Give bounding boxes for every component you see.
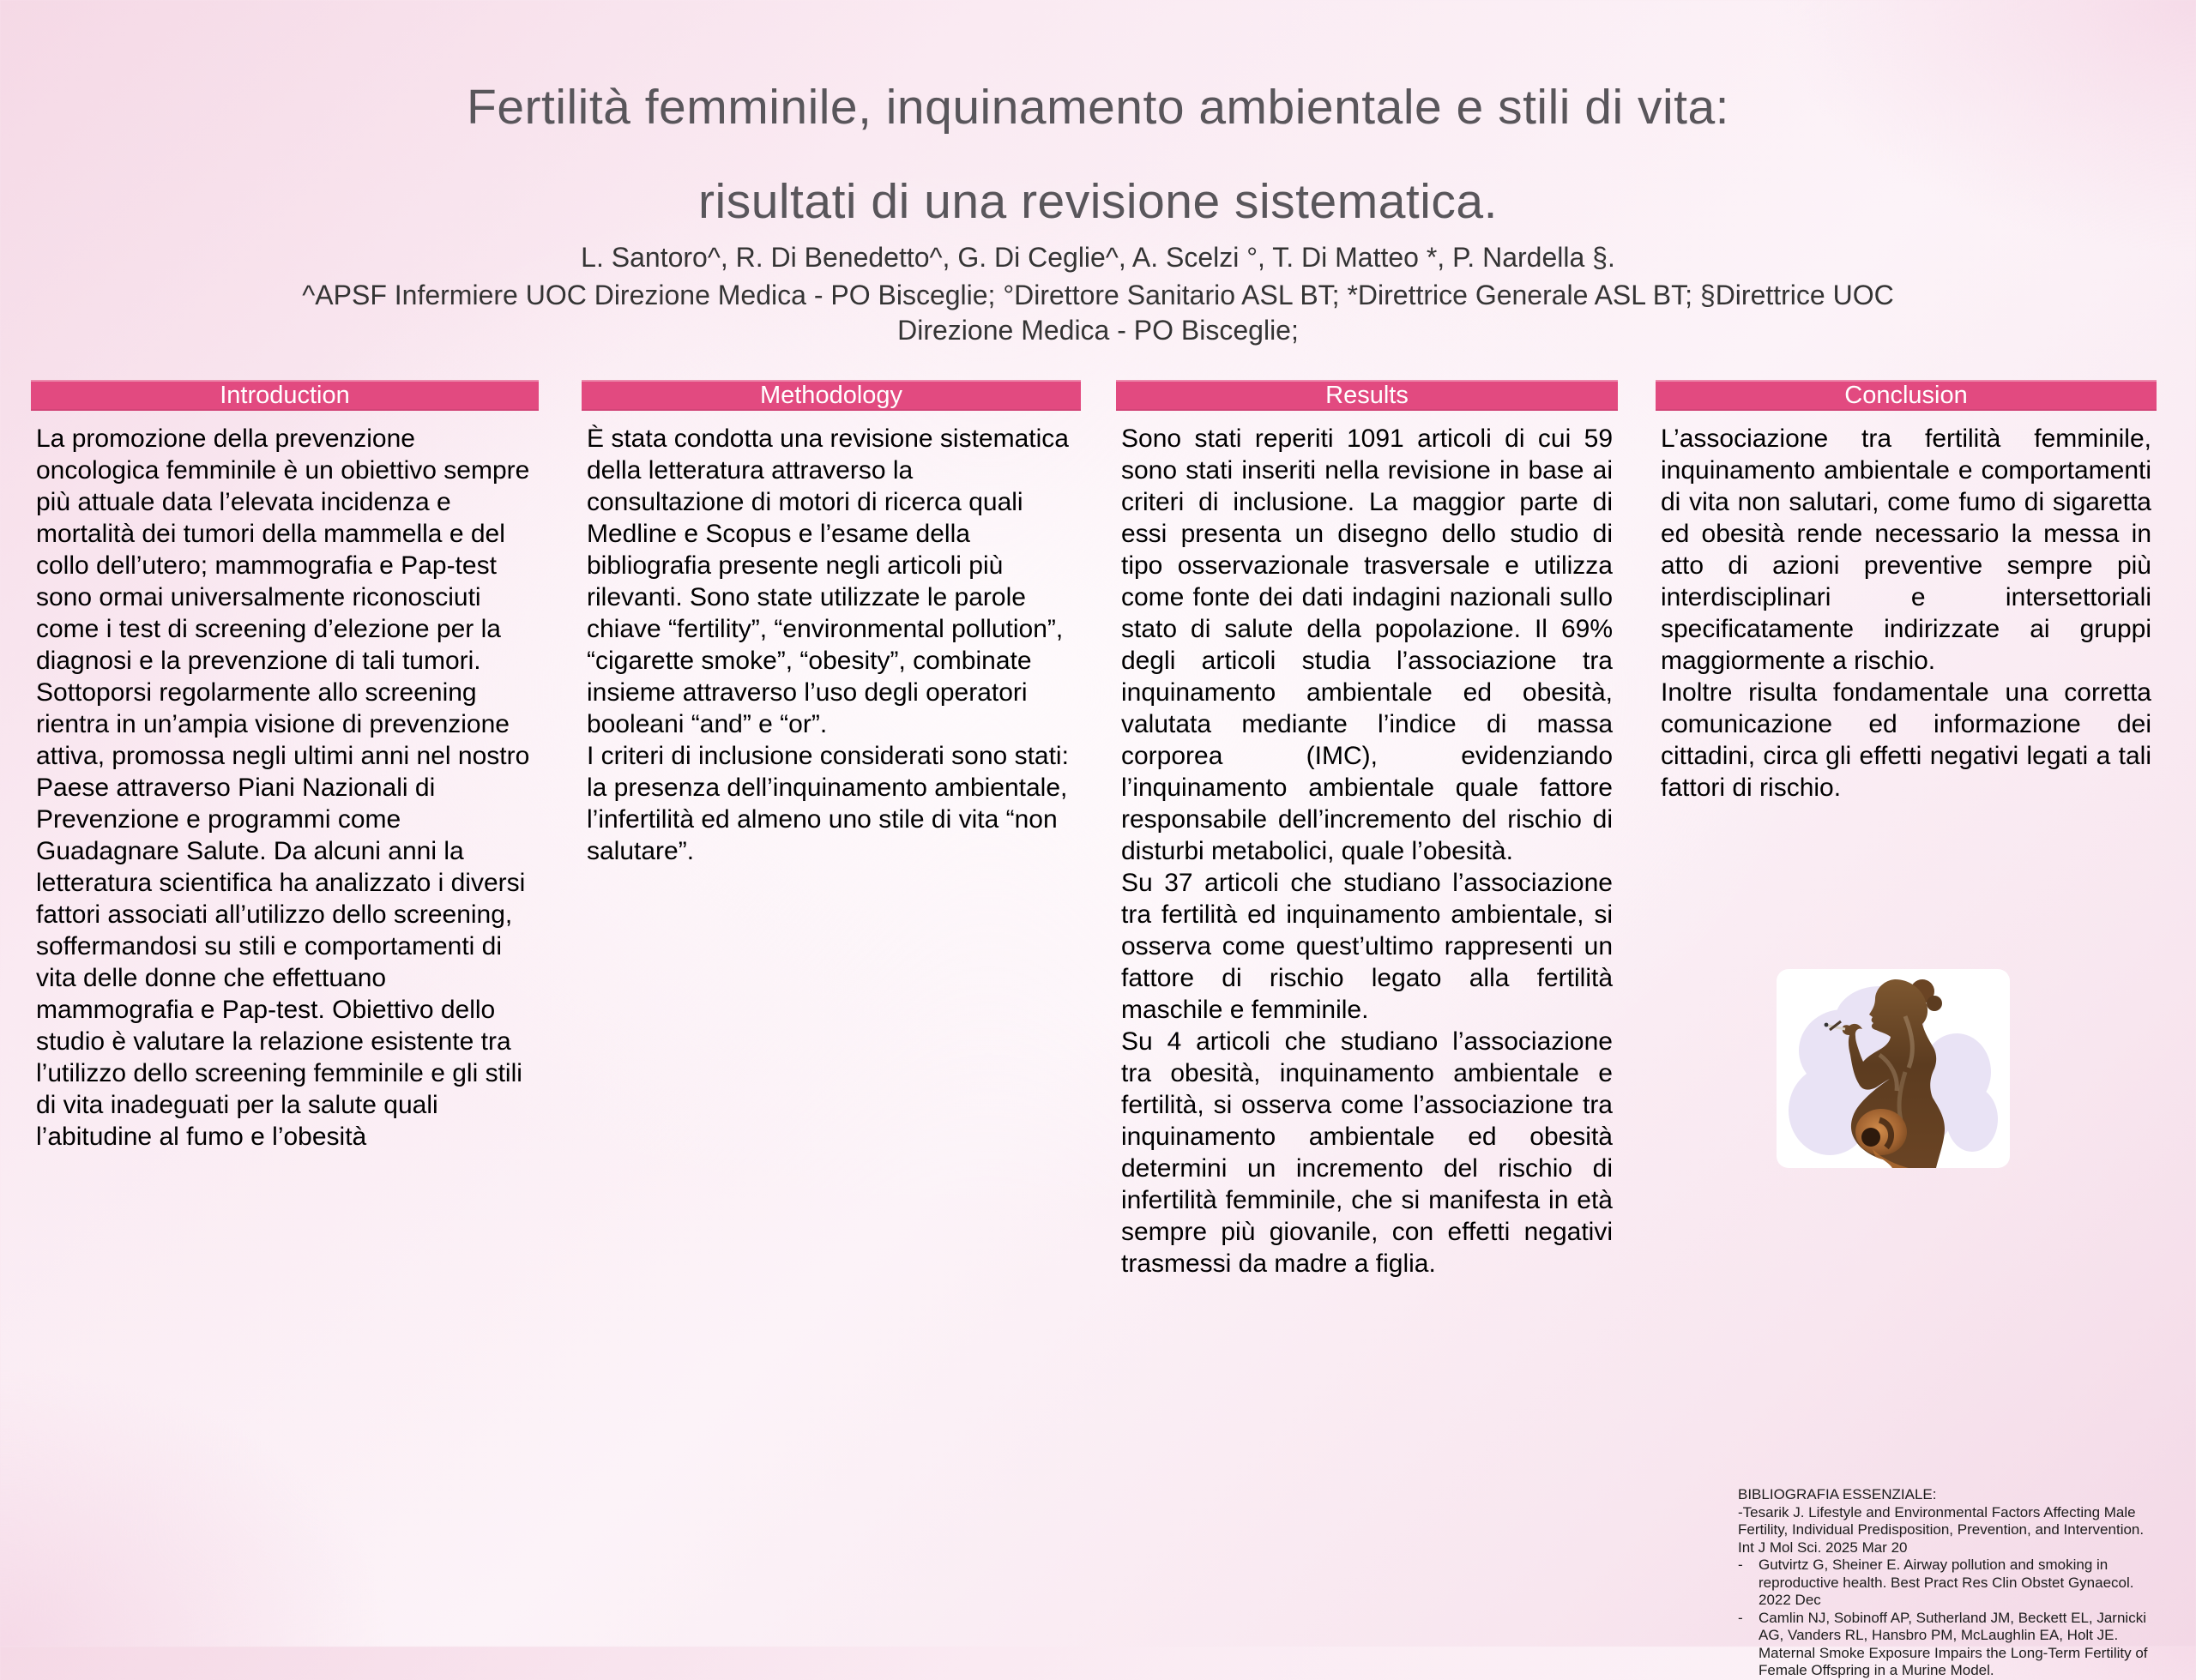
paragraph: Sono stati reperiti 1091 articoli di cui 59 sono stati inseriti nella revisione in base ai criteri di inclusione. La maggior parte di essi presenta un disegno dello studio di tipo osservazionale trasversale e utilizza come fonte dei dati indagini nazionali sullo stato di salute della popolazione. Il 69% degli articoli studia l’associazione tra inquinamento ambientale ed obesità, valutata mediante l’indice di massa corporea (IMC), evidenziando l’inquinamento ambientale quale fattore responsabile dell’incremento del rischio di disturbi metabolici, quale l’obesità. xyxy=(1121,425,1613,865)
bibliography xyxy=(1738,1486,2157,1680)
bibliography-entry xyxy=(1738,1610,2157,1680)
paragraph: Su 37 articoli che studiano l’associazione tra fertilità ed inquinamento ambientale, si osserva come quest’ultimo rappresenti un fattore di rischio legato alla fertilità maschile e femminile. xyxy=(1121,869,1613,1024)
figure-reflection xyxy=(1777,1168,2010,1278)
section-title: Introduction xyxy=(220,382,350,409)
paragraph: L’associazione tra fertilità femminile, inquinamento ambientale e comportamenti di vita non salutari, come fumo di sigaretta ed obesità rende necessario la messa in atto di azioni preventive sempre più interdisciplinari e intersettoriali specificatamente indirizzate ai gruppi maggiormente a rischio. xyxy=(1661,425,2151,675)
pregnant-woman-smoking-figure xyxy=(1777,969,2010,1278)
paragraph: La promozione della prevenzione oncologica femminile è un obiettivo sempre più attuale data l’elevata incidenza e mortalità dei tumori della mammella e del collo dell’utero; mammografia e Pap-test sono ormai universalmente riconosciuti come i test di screening d’elezione per la diagnosi e la prevenzione di tali tumori. Sottoporsi regolarmente allo screening rientra in un’ampia visione di prevenzione attiva, promossa negli ultimi anni nel nostro Paese attraverso Piani Nazionali di Prevenzione e programmi come Guadagnare Salute. Da alcuni anni la letteratura scientifica ha analizzato i diversi fattori associati all’utilizzo dello screening, soffermandosi su stili e comportamenti di vita delle donne che effettuano mammografia e Pap-test. Obiettivo dello studio è valutare la relazione esistente tra l’utilizzo dello screening femminile e gli stili di vita inadeguati per la salute quali l’abitudine al fumo e l’obesità xyxy=(36,425,530,1151)
section-conclusion xyxy=(1656,380,2157,804)
section-header-conclusion xyxy=(1656,380,2157,411)
paragraph: È stata condotta una revisione sistematica della letteratura attraverso la consultazione di motori di ricerca quali Medline e Scopus e l’esame della bibliografia presente negli articoli più rilevanti. Sono state utilizzate le parole chiave “fertility”, “environmental pollution”, “cigarette smoke”, “obesity”, combinate insieme attraverso l’uso degli operatori booleani “and” e “or”. xyxy=(587,425,1069,738)
title-line-2: risultati di una revisione sistematica. xyxy=(698,174,1498,229)
bibliography-entry xyxy=(1738,1557,2157,1610)
section-body-conclusion xyxy=(1656,423,2157,804)
section-title: Results xyxy=(1325,382,1409,409)
affiliations-block xyxy=(0,278,2196,348)
bullet-dash: - xyxy=(1738,1609,1743,1626)
section-header-results xyxy=(1116,380,1618,411)
title-line-1: Fertilità femminile, inquinamento ambientale e stili di vita: xyxy=(467,80,1729,135)
paragraph: I criteri di inclusione considerati sono stati: la presenza dell’inquinamento ambientale, l’infertilità ed almeno uno stile di vita “non salutare”. xyxy=(587,742,1069,865)
bullet-dash: - xyxy=(1738,1557,1743,1573)
section-body-methodology xyxy=(582,423,1081,867)
bibliography-entry-text: Camlin NJ, Sobinoff AP, Sutherland JM, Beckett EL, Jarnicki AG, Vanders RL, Hansbro PM, McLaughlin EA, Holt JE. Maternal Smoke Exposure Impairs the Long-Term Fertility of Female Offspring in a Murine Model. xyxy=(1759,1609,2148,1678)
section-methodology xyxy=(582,380,1081,867)
bibliography-entry-text: Gutvirtz G, Sheiner E. Airway pollution and smoking in reproductive health. Best Pract Res Clin Obstet Gynaecol. 2022 Dec xyxy=(1759,1557,2134,1608)
paragraph: Inoltre risulta fondamentale una corretta comunicazione ed informazione dei cittadini, circa gli effetti negativi legati a tali fattori di rischio. xyxy=(1661,678,2151,802)
affiliation-line-2: Direzione Medica - PO Bisceglie; xyxy=(897,315,1299,346)
paragraph: Su 4 articoli che studiano l’associazione tra obesità, inquinamento ambientale e fertilità, si osserva come l’associazione tra inquinamento ambientale ed obesità determini un incremento del rischio di infertilità femminile, che si manifesta in età sempre più giovanile, con effetti negativi trasmessi da madre a figlia. xyxy=(1121,1027,1613,1278)
pregnant-woman-smoking-illustration xyxy=(1777,969,2010,1278)
section-results xyxy=(1116,380,1618,1280)
section-title: Conclusion xyxy=(1844,382,1968,409)
section-body-results xyxy=(1116,423,1618,1280)
poster-title xyxy=(0,60,2196,249)
section-header-introduction xyxy=(31,380,539,411)
bibliography-entry: -Tesarik J. Lifestyle and Environmental Factors Affecting Male Fertility, Individual Predisposition, Prevention, and Intervention. Int J Mol Sci. 2025 Mar 20 xyxy=(1738,1503,2145,1556)
section-title: Methodology xyxy=(759,382,903,409)
authors-line: L. Santoro^, R. Di Benedetto^, G. Di Ceglie^, A. Scelzi °, T. Di Matteo *, P. Nardella §. xyxy=(581,242,1615,273)
bibliography-title: BIBLIOGRAFIA ESSENZIALE: xyxy=(1738,1486,1937,1502)
section-introduction xyxy=(31,380,539,1153)
section-header-methodology xyxy=(582,380,1081,411)
affiliation-line-1: ^APSF Infermiere UOC Direzione Medica - PO Bisceglie; °Direttore Sanitario ASL BT; *Direttrice Generale ASL BT; §Direttrice UOC xyxy=(302,280,1894,310)
section-body-introduction xyxy=(31,423,539,1153)
